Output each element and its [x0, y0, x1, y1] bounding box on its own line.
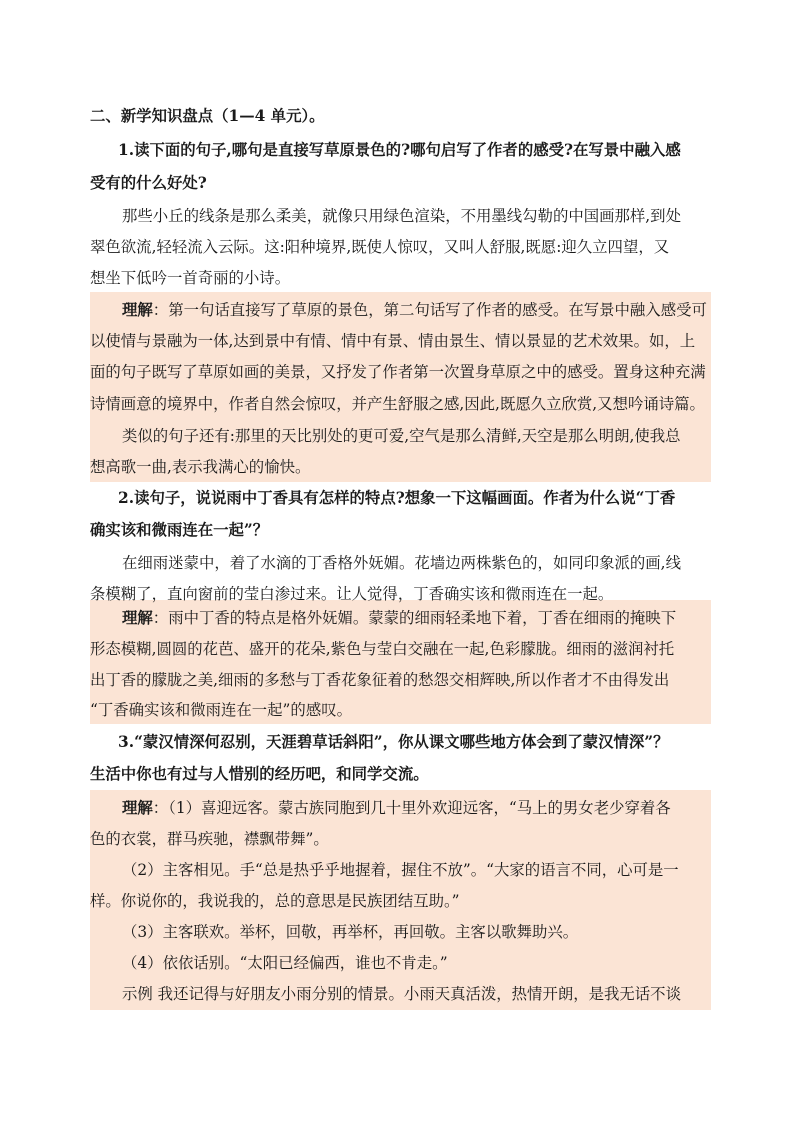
answer-3-line-1: 理解：（1）喜迎远客。蒙古族同胞到几十里外欢迎远客，“马上的男女老少穿着各 [122, 799, 671, 817]
passage-2-line-2: 条模糊了，直向窗前的莹白渗过来。让人觉得，丁香确实该和微雨连在一起。 [90, 585, 614, 603]
answer-3-line-5: （3）主客联欢。举杯，回敬，再举杯，再回敬。主客以歌舞助兴。 [122, 923, 579, 941]
question-2-line-2: 确实该和微雨连在一起”？ [90, 521, 269, 539]
answer-3-line-6: （4）依依话别。“太阳已经偏西，谁也不肯走。” [122, 954, 448, 972]
answer-label: 理解 [122, 609, 153, 627]
answer-1-line-3: 面的句子既写了草原如画的美景，又抒发了作者第一次置身草原之中的感受。置身这种充满 [90, 363, 706, 381]
question-1-line-2: 受有的什么好处? [90, 174, 207, 192]
answer-1-line-6: 想高歌一曲,表示我满心的愉快。 [90, 458, 311, 476]
question-2-line-1: 2.读句子，说说雨中丁香具有怎样的特点?想象一下这幅画面。作者为什么说“丁香 [118, 489, 676, 507]
answer-2-line-4: “丁香确实该和微雨连在一起”的感叹。 [90, 701, 352, 719]
passage-2-line-1: 在细雨迷蒙中，着了水滴的丁香格外妩媚。花墙边两株紫色的，如同印象派的画,线 [122, 554, 681, 572]
passage-1-line-2: 翠色欲流,轻轻流入云际。这:阳种境界,既使人惊叹，又叫人舒服,既愿:迎久立四望，又 [90, 238, 670, 256]
passage-1-line-3: 想坐下低吟一首奇丽的小诗。 [90, 269, 291, 287]
answer-3-line-3: （2）主客相见。手“总是热乎乎地握着，握住不放”。“大家的语言不同，心可是一 [122, 861, 679, 879]
answer-2-line-2: 形态模糊,圆圆的花芭、盛开的花朵,紫色与莹白交融在一起,色彩朦胧。细雨的滋润衬托 [90, 640, 675, 658]
answer-3-line-7: 示例 我还记得与好朋友小雨分别的情景。小雨天真活泼，热情开朗，是我无话不谈 [122, 985, 681, 1003]
answer-2-line-1: 理解：雨中丁香的特点是格外妩媚。蒙蒙的细雨轻柔地下着，丁香在细雨的掩映下 [122, 609, 677, 627]
answer-2-line-3: 出丁香的朦胧之美,细雨的多愁与丁香花象征着的愁怨交相辉映,所以作者才不由得发出 [90, 671, 670, 689]
answer-1-line-4: 诗情画意的境界中，作者自然会惊叹，并产生舒服之感,因此,既愿久立欣赏,又想吟诵诗篇。 [90, 395, 705, 413]
passage-1-line-1: 那些小丘的线条是那么柔美，就像只用绿色渲染，不用墨线勾勒的中国画那样,到处 [122, 207, 681, 225]
answer-3-line-2: 色的衣裳，群马疾驰，襟飘带舞”。 [90, 830, 329, 848]
answer-label: 理解 [122, 799, 153, 817]
answer-label: 理解 [122, 301, 153, 319]
question-1-line-1: 1.读下面的句子,哪句是直接写草原景色的?哪句启写了作者的感受?在写景中融入感 [118, 141, 681, 159]
question-3-line-1: 3.“蒙汉情深何忍别，天涯碧草话斜阳”，你从课文哪些地方体会到了蒙汉情深”？ [118, 733, 669, 751]
answer-3-line-4: 样。你说你的，我说我的，总的意思是民族团结互助。” [90, 892, 460, 910]
answer-1-line-2: 以使情与景融为一体,达到景中有情、情中有景、情由景生、情以景显的艺术效果。如，上 [90, 332, 696, 350]
section-title: 二、新学知识盘点（1—4 单元）。 [90, 107, 325, 125]
answer-1-line-1: 理解：第一句话直接写了草原的景色，第二句话写了作者的感受。在写景中融入感受可 [122, 301, 707, 319]
question-3-line-2: 生活中你也有过与人惜别的经历吧，和同学交流。 [90, 765, 429, 783]
answer-1-line-5: 类似的句子还有:那里的天比别处的更可爱,空气是那么清鲜,天空是那么明朗,使我总 [122, 427, 681, 445]
